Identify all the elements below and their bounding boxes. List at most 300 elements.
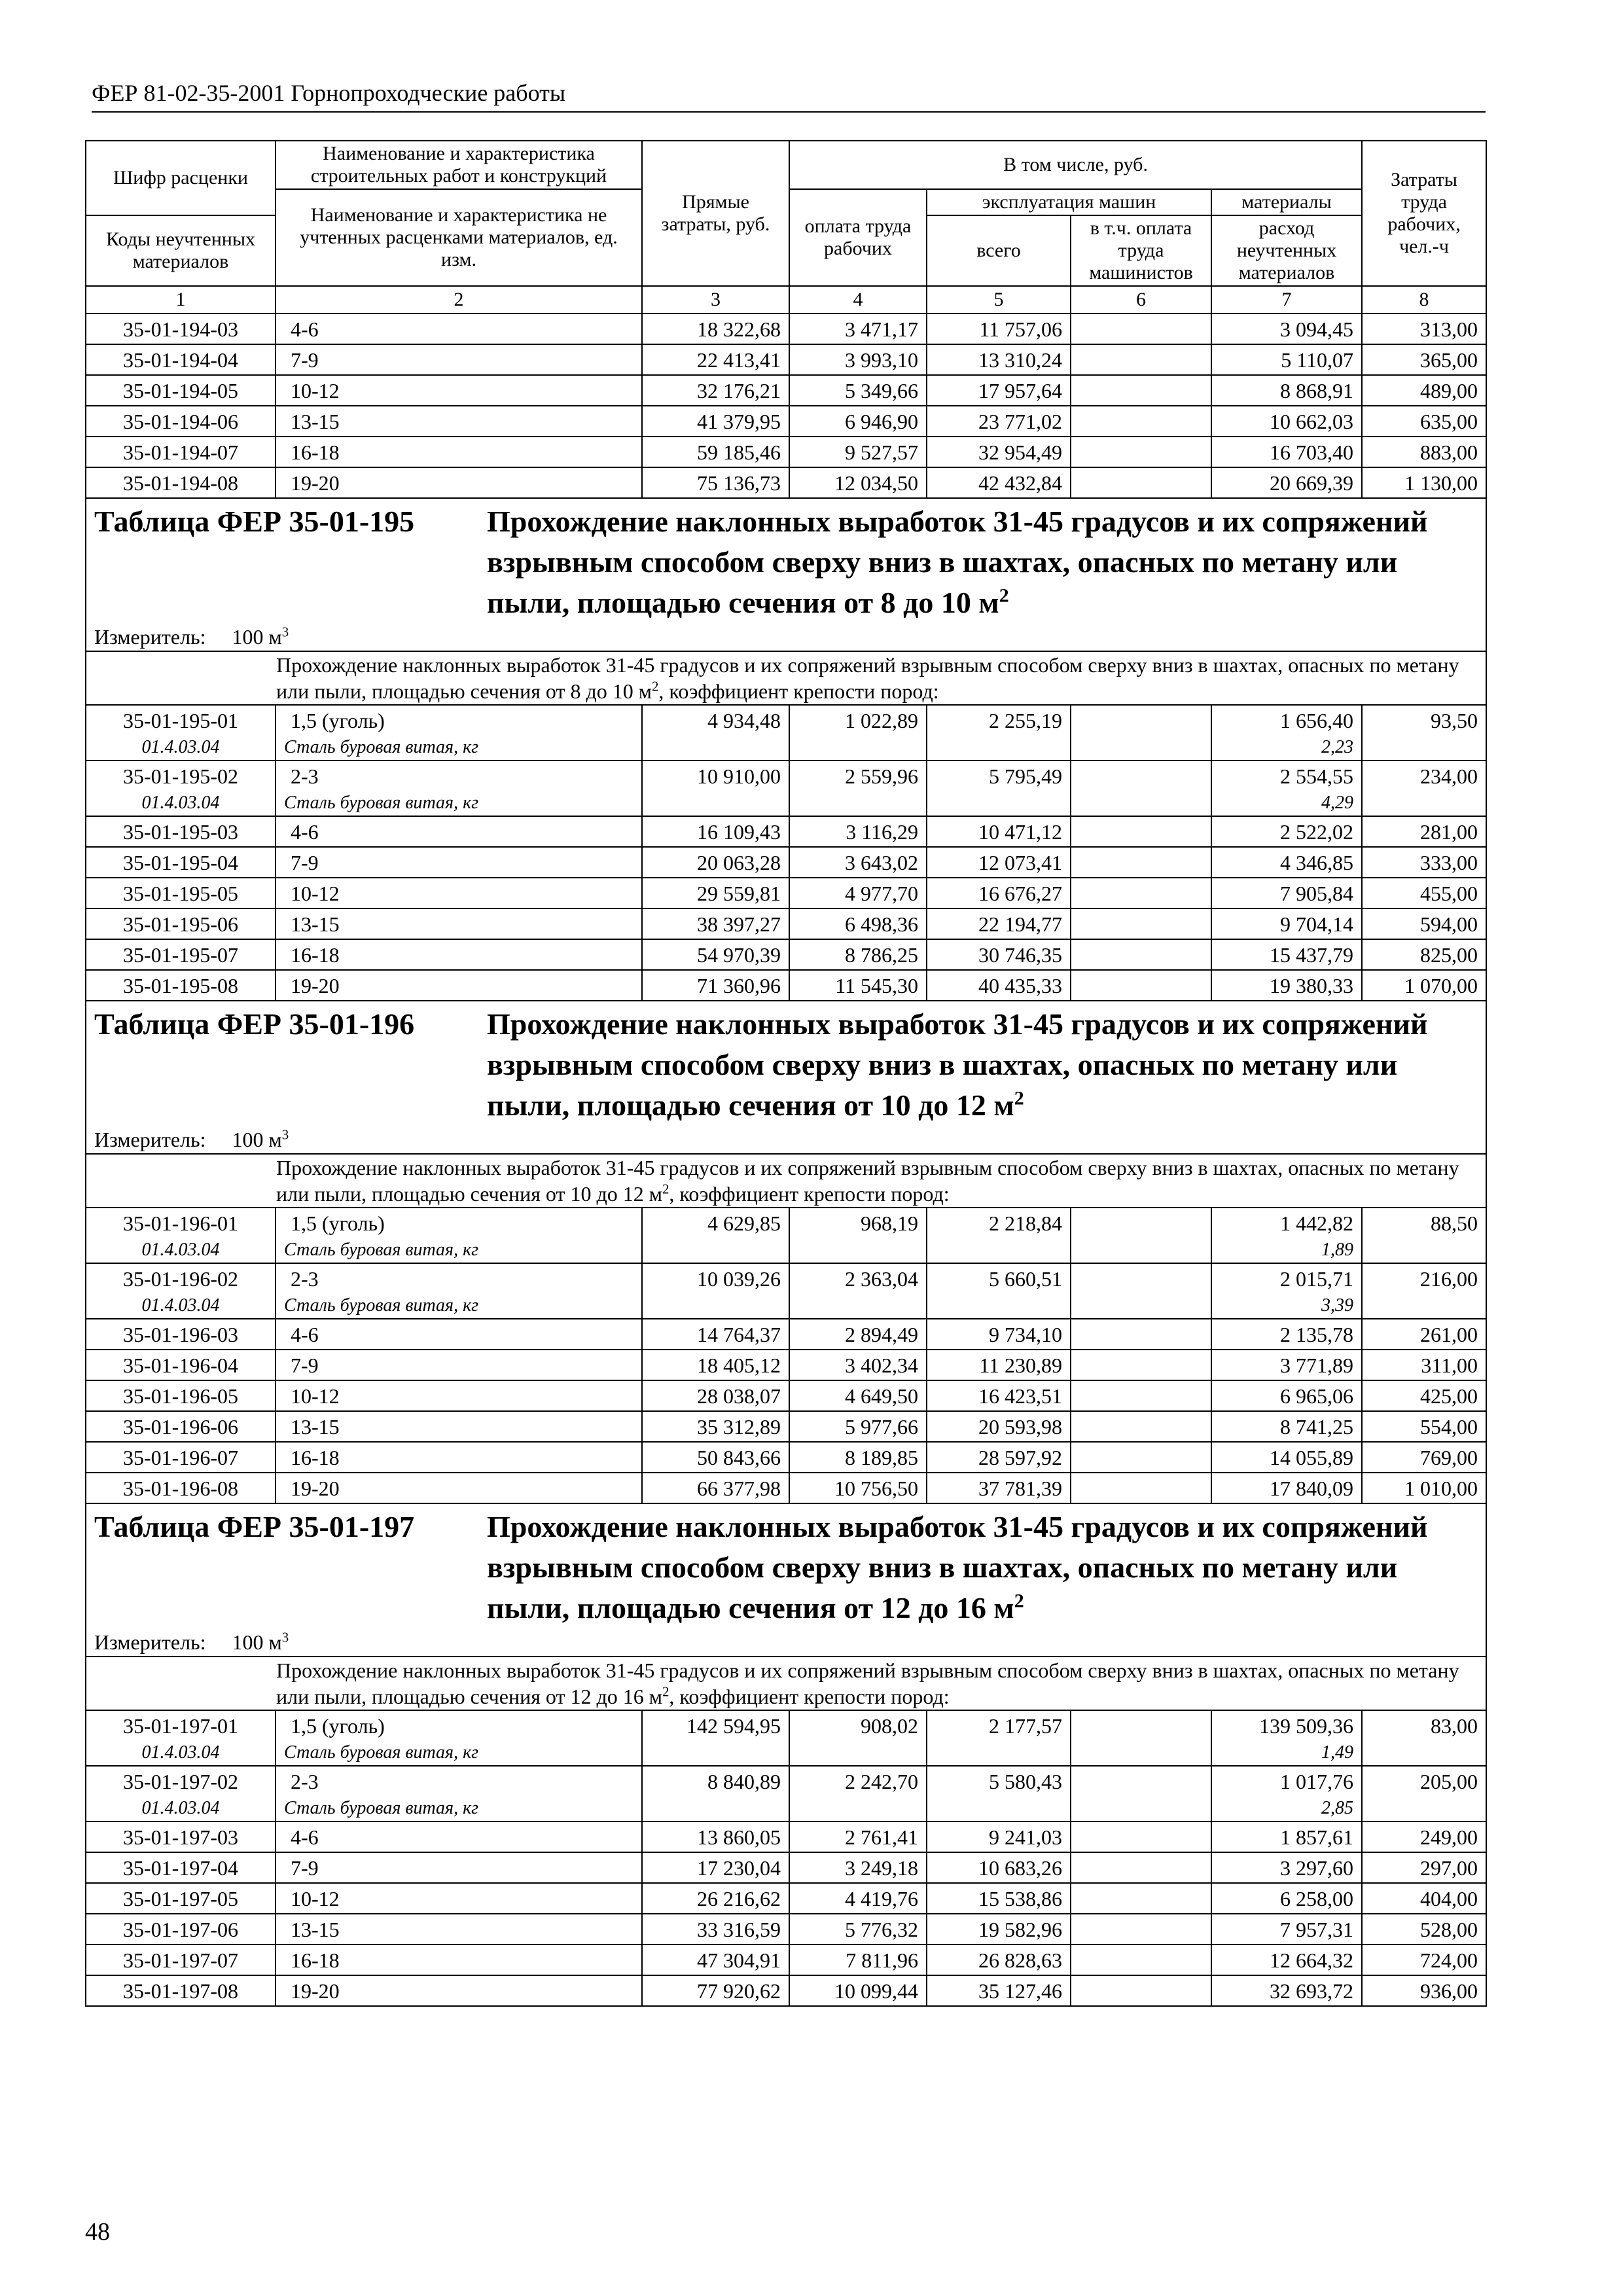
- row-mach-wage: [1071, 1766, 1211, 1796]
- row-labor: 365,00: [1362, 344, 1486, 375]
- table-row: [86, 705, 1486, 735]
- row-labor: 93,50: [1362, 705, 1486, 735]
- row-name: 4-6: [276, 1319, 642, 1350]
- row-code: 35-01-196-03: [86, 1319, 276, 1350]
- row-mach-wage: [1071, 939, 1211, 970]
- meter-value: 100 м: [232, 625, 282, 649]
- empty-cell: [1071, 1740, 1211, 1766]
- empty-cell: [1362, 1238, 1486, 1263]
- row-labor: 936,00: [1362, 1975, 1486, 2006]
- row-name: 10-12: [276, 1380, 642, 1411]
- table-row: [86, 1945, 1486, 1975]
- row-direct: 41 379,95: [642, 406, 789, 437]
- row-materials: 14 055,89: [1211, 1442, 1362, 1473]
- row-materials: 19 380,33: [1211, 970, 1362, 1001]
- material-code: 01.4.03.04: [86, 1293, 276, 1319]
- row-machines: 22 194,77: [927, 908, 1071, 939]
- row-labor: 313,00: [1362, 314, 1486, 344]
- table-row: [86, 1710, 1486, 1740]
- row-mach-wage: [1071, 1473, 1211, 1503]
- page-number: 48: [85, 2218, 110, 2246]
- row-materials: 8 868,91: [1211, 375, 1362, 406]
- description-cell: [86, 1657, 1486, 1710]
- row-wage: 6 498,36: [789, 908, 927, 939]
- table-code: Таблица ФЕР 35-01-197: [94, 1510, 415, 1543]
- table-row: [86, 314, 1486, 344]
- row-wage: 3 116,29: [789, 816, 927, 847]
- row-wage: 5 776,32: [789, 1914, 927, 1945]
- column-number: 8: [1362, 286, 1486, 314]
- table-row: [86, 375, 1486, 406]
- row-labor: 883,00: [1362, 437, 1486, 467]
- hdr-code: Шифр расценки: [86, 141, 276, 215]
- row-mach-wage: [1071, 970, 1211, 1001]
- description-tail: , коэффициент крепости пород:: [669, 1182, 950, 1206]
- table-row: [86, 1852, 1486, 1883]
- empty-cell: [789, 1740, 927, 1766]
- material-code: 01.4.03.04: [86, 1796, 276, 1821]
- row-materials: 7 957,31: [1211, 1914, 1362, 1945]
- row-labor: 83,00: [1362, 1710, 1486, 1740]
- row-code: 35-01-194-05: [86, 375, 276, 406]
- row-wage: 3 402,34: [789, 1350, 927, 1380]
- row-name: 19-20: [276, 467, 642, 498]
- table-row: [86, 1766, 1486, 1796]
- row-materials: 20 669,39: [1211, 467, 1362, 498]
- row-mach-wage: [1071, 1852, 1211, 1883]
- empty-cell: [642, 1796, 789, 1821]
- row-labor: 489,00: [1362, 375, 1486, 406]
- meter-sup: 3: [281, 624, 289, 640]
- row-wage: 5 977,66: [789, 1411, 927, 1442]
- meter-row: [86, 623, 1486, 651]
- column-numbers-row: [86, 286, 1486, 314]
- empty-cell: [1071, 735, 1211, 761]
- empty-cell: [1071, 791, 1211, 816]
- row-direct: 59 185,46: [642, 437, 789, 467]
- row-machines: 30 746,35: [927, 939, 1071, 970]
- row-name: 1,5 (уголь): [276, 1208, 642, 1238]
- row-name: 2-3: [276, 1766, 642, 1796]
- row-machines: 2 177,57: [927, 1710, 1071, 1740]
- row-machines: 16 676,27: [927, 878, 1071, 908]
- material-row: [86, 791, 1486, 816]
- row-labor: 281,00: [1362, 816, 1486, 847]
- row-labor: 249,00: [1362, 1821, 1486, 1852]
- table-title-main: Прохождение наклонных выработок 31-45 градусов и их сопряжений взрывным способом сверху вниз в шахтах, опасных по метану или пыли, площадью сечения от 8 до 10 м: [487, 505, 1428, 619]
- row-code: 35-01-194-07: [86, 437, 276, 467]
- row-wage: 908,02: [789, 1710, 927, 1740]
- hdr-mat-use: расход неучтенных материалов: [1211, 215, 1362, 286]
- row-wage: 8 786,25: [789, 939, 927, 970]
- empty-cell: [642, 1293, 789, 1319]
- row-name: 4-6: [276, 1821, 642, 1852]
- row-direct: 10 039,26: [642, 1263, 789, 1293]
- table-row: [86, 1975, 1486, 2006]
- row-name: 2-3: [276, 761, 642, 791]
- row-code: 35-01-195-01: [86, 705, 276, 735]
- row-mach-wage: [1071, 1263, 1211, 1293]
- material-qty: 2,85: [1211, 1796, 1362, 1821]
- row-mach-wage: [1071, 1208, 1211, 1238]
- description-sup: 2: [662, 1684, 669, 1700]
- row-machines: 5 580,43: [927, 1766, 1071, 1796]
- row-mach-wage: [1071, 878, 1211, 908]
- row-materials: 7 905,84: [1211, 878, 1362, 908]
- row-materials: 1 442,82: [1211, 1208, 1362, 1238]
- row-wage: 5 349,66: [789, 375, 927, 406]
- hdr-mat-codes: Коды неучтенных материалов: [86, 215, 276, 286]
- row-wage: 1 022,89: [789, 705, 927, 735]
- empty-cell: [1362, 1796, 1486, 1821]
- material-qty: 2,23: [1211, 735, 1362, 761]
- row-labor: 88,50: [1362, 1208, 1486, 1238]
- material-name: Сталь буровая витая, кг: [276, 1293, 642, 1319]
- row-code: 35-01-196-08: [86, 1473, 276, 1503]
- empty-cell: [1362, 1740, 1486, 1766]
- row-code: 35-01-194-04: [86, 344, 276, 375]
- row-wage: 2 761,41: [789, 1821, 927, 1852]
- row-name: 19-20: [276, 1975, 642, 2006]
- row-wage: 3 471,17: [789, 314, 927, 344]
- row-direct: 29 559,81: [642, 878, 789, 908]
- row-mach-wage: [1071, 467, 1211, 498]
- row-materials: 12 664,32: [1211, 1945, 1362, 1975]
- row-direct: 142 594,95: [642, 1710, 789, 1740]
- row-name: 7-9: [276, 1350, 642, 1380]
- row-name: 7-9: [276, 847, 642, 878]
- description-tail: , коэффициент крепости пород:: [669, 1685, 950, 1708]
- row-machines: 26 828,63: [927, 1945, 1071, 1975]
- row-mach-wage: [1071, 705, 1211, 735]
- row-materials: 32 693,72: [1211, 1975, 1362, 2006]
- row-code: 35-01-196-02: [86, 1263, 276, 1293]
- row-direct: 33 316,59: [642, 1914, 789, 1945]
- description-text: Прохождение наклонных выработок 31-45 градусов и их сопряжений взрывным способом сверху вниз в шахтах, опасных по метану или пыли, площадью сечения от 12 до 16 м: [276, 1659, 1459, 1708]
- row-name: 7-9: [276, 1852, 642, 1883]
- row-code: 35-01-195-05: [86, 878, 276, 908]
- table-title: [94, 1001, 1478, 1126]
- empty-cell: [642, 791, 789, 816]
- meter-label: Измеритель:: [94, 625, 206, 649]
- row-direct: 75 136,73: [642, 467, 789, 498]
- row-name: 4-6: [276, 816, 642, 847]
- row-wage: 10 099,44: [789, 1975, 927, 2006]
- row-name: 1,5 (уголь): [276, 705, 642, 735]
- table-row: [86, 761, 1486, 791]
- table-row: [86, 847, 1486, 878]
- row-code: 35-01-196-06: [86, 1411, 276, 1442]
- row-machines: 5 795,49: [927, 761, 1071, 791]
- row-wage: 2 242,70: [789, 1766, 927, 1796]
- meter-label: Измеритель:: [94, 1630, 206, 1654]
- row-wage: 4 977,70: [789, 878, 927, 908]
- header-row-1: [86, 141, 1486, 189]
- meter-sup: 3: [281, 1127, 289, 1143]
- row-labor: 425,00: [1362, 1380, 1486, 1411]
- table-row: [86, 406, 1486, 437]
- row-wage: 12 034,50: [789, 467, 927, 498]
- table-row: [86, 1319, 1486, 1350]
- row-mach-wage: [1071, 1442, 1211, 1473]
- row-direct: 28 038,07: [642, 1380, 789, 1411]
- table-row: [86, 908, 1486, 939]
- column-number: 2: [276, 286, 642, 314]
- row-direct: 8 840,89: [642, 1766, 789, 1796]
- row-mach-wage: [1071, 1350, 1211, 1380]
- empty-cell: [1362, 735, 1486, 761]
- row-labor: 234,00: [1362, 761, 1486, 791]
- row-wage: 2 559,96: [789, 761, 927, 791]
- row-name: 2-3: [276, 1263, 642, 1293]
- column-number: 1: [86, 286, 276, 314]
- row-labor: 216,00: [1362, 1263, 1486, 1293]
- row-machines: 20 593,98: [927, 1411, 1071, 1442]
- row-materials: 2 554,55: [1211, 761, 1362, 791]
- row-labor: 554,00: [1362, 1411, 1486, 1442]
- row-mach-wage: [1071, 816, 1211, 847]
- rates-table: [85, 140, 1487, 2007]
- row-wage: 3 993,10: [789, 344, 927, 375]
- row-machines: 37 781,39: [927, 1473, 1071, 1503]
- row-code: 35-01-194-03: [86, 314, 276, 344]
- table-title-text: [487, 1507, 1478, 1628]
- column-number: 3: [642, 286, 789, 314]
- row-machines: 17 957,64: [927, 375, 1071, 406]
- row-name: 1,5 (уголь): [276, 1710, 642, 1740]
- table-row: [86, 1442, 1486, 1473]
- table-title-cell: [86, 1001, 1486, 1126]
- row-direct: 54 970,39: [642, 939, 789, 970]
- material-row: [86, 1238, 1486, 1263]
- row-code: 35-01-197-01: [86, 1710, 276, 1740]
- row-labor: 769,00: [1362, 1442, 1486, 1473]
- column-number: 4: [789, 286, 927, 314]
- row-code: 35-01-195-08: [86, 970, 276, 1001]
- row-machines: 35 127,46: [927, 1975, 1071, 2006]
- empty-cell: [927, 1293, 1071, 1319]
- hdr-direct: Прямые затраты, руб.: [642, 141, 789, 286]
- empty-cell: [789, 791, 927, 816]
- table-title-row: [86, 1503, 1486, 1628]
- row-machines: 16 423,51: [927, 1380, 1071, 1411]
- row-wage: 3 643,02: [789, 847, 927, 878]
- row-code: 35-01-194-06: [86, 406, 276, 437]
- hdr-name-top: Наименование и характеристика строительных работ и конструкций: [276, 141, 642, 189]
- row-direct: 71 360,96: [642, 970, 789, 1001]
- row-wage: 4 419,76: [789, 1883, 927, 1914]
- material-name: Сталь буровая витая, кг: [276, 735, 642, 761]
- row-machines: 12 073,41: [927, 847, 1071, 878]
- table-title-text: [487, 501, 1478, 623]
- material-code: 01.4.03.04: [86, 791, 276, 816]
- meter-row: [86, 1628, 1486, 1657]
- row-direct: 17 230,04: [642, 1852, 789, 1883]
- row-mach-wage: [1071, 761, 1211, 791]
- material-name: Сталь буровая витая, кг: [276, 1796, 642, 1821]
- empty-cell: [789, 1238, 927, 1263]
- hdr-incl: В том числе, руб.: [789, 141, 1362, 189]
- row-wage: 2 363,04: [789, 1263, 927, 1293]
- row-materials: 6 258,00: [1211, 1883, 1362, 1914]
- empty-cell: [927, 791, 1071, 816]
- row-labor: 594,00: [1362, 908, 1486, 939]
- description-cell: [86, 1154, 1486, 1208]
- empty-cell: [927, 735, 1071, 761]
- description-row: [86, 1154, 1486, 1208]
- row-machines: 11 230,89: [927, 1350, 1071, 1380]
- table-row: [86, 1473, 1486, 1503]
- table-row: [86, 970, 1486, 1001]
- table-row: [86, 878, 1486, 908]
- running-header: ФЕР 81-02-35-2001 Горнопроходческие работы: [92, 79, 1486, 113]
- description-row: [86, 651, 1486, 705]
- row-mach-wage: [1071, 406, 1211, 437]
- table-title-text: [487, 1004, 1478, 1126]
- material-name: Сталь буровая витая, кг: [276, 791, 642, 816]
- material-qty: 1,89: [1211, 1238, 1362, 1263]
- row-direct: 22 413,41: [642, 344, 789, 375]
- hdr-total: всего: [927, 215, 1071, 286]
- row-direct: 35 312,89: [642, 1411, 789, 1442]
- material-row: [86, 735, 1486, 761]
- row-direct: 26 216,62: [642, 1883, 789, 1914]
- row-code: 35-01-195-07: [86, 939, 276, 970]
- row-direct: 4 934,48: [642, 705, 789, 735]
- row-mach-wage: [1071, 847, 1211, 878]
- row-materials: 2 522,02: [1211, 816, 1362, 847]
- row-materials: 16 703,40: [1211, 437, 1362, 467]
- row-labor: 825,00: [1362, 939, 1486, 970]
- row-labor: 1 010,00: [1362, 1473, 1486, 1503]
- row-materials: 3 771,89: [1211, 1350, 1362, 1380]
- meter-cell: [86, 1126, 1486, 1154]
- description-sup: 2: [662, 1181, 669, 1197]
- row-code: 35-01-197-06: [86, 1914, 276, 1945]
- material-qty: 1,49: [1211, 1740, 1362, 1766]
- material-code: 01.4.03.04: [86, 1238, 276, 1263]
- row-machines: 5 660,51: [927, 1263, 1071, 1293]
- column-number: 6: [1071, 286, 1211, 314]
- material-qty: 3,39: [1211, 1293, 1362, 1319]
- row-mach-wage: [1071, 437, 1211, 467]
- row-labor: 205,00: [1362, 1766, 1486, 1796]
- hdr-materials: материалы: [1211, 189, 1362, 215]
- row-materials: 10 662,03: [1211, 406, 1362, 437]
- meter-sup: 3: [281, 1630, 289, 1645]
- row-name: 13-15: [276, 908, 642, 939]
- row-code: 35-01-197-08: [86, 1975, 276, 2006]
- row-code: 35-01-195-06: [86, 908, 276, 939]
- row-direct: 18 322,68: [642, 314, 789, 344]
- row-code: 35-01-195-02: [86, 761, 276, 791]
- row-direct: 14 764,37: [642, 1319, 789, 1350]
- row-machines: 10 471,12: [927, 816, 1071, 847]
- row-wage: 8 189,85: [789, 1442, 927, 1473]
- row-code: 35-01-197-02: [86, 1766, 276, 1796]
- row-materials: 139 509,36: [1211, 1710, 1362, 1740]
- table-row: [86, 939, 1486, 970]
- table-row: [86, 1411, 1486, 1442]
- row-name: 16-18: [276, 437, 642, 467]
- table-title-sup: 2: [1014, 1590, 1024, 1612]
- empty-cell: [642, 1238, 789, 1263]
- row-code: 35-01-196-05: [86, 1380, 276, 1411]
- row-labor: 528,00: [1362, 1914, 1486, 1945]
- table-row: [86, 437, 1486, 467]
- material-code: 01.4.03.04: [86, 1740, 276, 1766]
- description-row: [86, 1657, 1486, 1710]
- row-code: 35-01-197-04: [86, 1852, 276, 1883]
- row-materials: 5 110,07: [1211, 344, 1362, 375]
- row-name: 10-12: [276, 878, 642, 908]
- meter-value: 100 м: [232, 1128, 282, 1151]
- row-labor: 311,00: [1362, 1350, 1486, 1380]
- row-machines: 15 538,86: [927, 1883, 1071, 1914]
- row-wage: 3 249,18: [789, 1852, 927, 1883]
- row-direct: 10 910,00: [642, 761, 789, 791]
- row-materials: 9 704,14: [1211, 908, 1362, 939]
- table-title-main: Прохождение наклонных выработок 31-45 градусов и их сопряжений взрывным способом сверху вниз в шахтах, опасных по метану или пыли, площадью сечения от 12 до 16 м: [487, 1510, 1428, 1624]
- material-code: 01.4.03.04: [86, 735, 276, 761]
- empty-cell: [642, 735, 789, 761]
- hdr-name-bottom: Наименование и характеристика не учтенных расценками материалов, ед. изм.: [276, 189, 642, 286]
- row-mach-wage: [1071, 344, 1211, 375]
- row-direct: 20 063,28: [642, 847, 789, 878]
- row-name: 16-18: [276, 1442, 642, 1473]
- row-name: 16-18: [276, 939, 642, 970]
- empty-cell: [789, 735, 927, 761]
- row-code: 35-01-197-03: [86, 1821, 276, 1852]
- table-title: [94, 1504, 1478, 1628]
- meter-cell: [86, 623, 1486, 651]
- material-row: [86, 1796, 1486, 1821]
- row-direct: 50 843,66: [642, 1442, 789, 1473]
- row-materials: 17 840,09: [1211, 1473, 1362, 1503]
- table-code: Таблица ФЕР 35-01-196: [94, 1007, 415, 1041]
- table-row: [86, 1821, 1486, 1852]
- row-mach-wage: [1071, 1883, 1211, 1914]
- row-machines: 19 582,96: [927, 1914, 1071, 1945]
- material-qty: 4,29: [1211, 791, 1362, 816]
- row-labor: 261,00: [1362, 1319, 1486, 1350]
- row-code: 35-01-196-07: [86, 1442, 276, 1473]
- row-mach-wage: [1071, 1411, 1211, 1442]
- row-name: 13-15: [276, 406, 642, 437]
- row-machines: 2 255,19: [927, 705, 1071, 735]
- hdr-mach-wage: в т.ч. оплата труда машинистов: [1071, 215, 1211, 286]
- row-materials: 1 857,61: [1211, 1821, 1362, 1852]
- row-materials: 3 094,45: [1211, 314, 1362, 344]
- row-name: 4-6: [276, 314, 642, 344]
- row-materials: 1 017,76: [1211, 1766, 1362, 1796]
- description-sup: 2: [652, 679, 659, 694]
- row-direct: 16 109,43: [642, 816, 789, 847]
- row-labor: 455,00: [1362, 878, 1486, 908]
- empty-cell: [1071, 1796, 1211, 1821]
- row-name: 16-18: [276, 1945, 642, 1975]
- empty-cell: [1362, 791, 1486, 816]
- table-code: Таблица ФЕР 35-01-195: [94, 505, 415, 538]
- row-machines: 2 218,84: [927, 1208, 1071, 1238]
- row-machines: 10 683,26: [927, 1852, 1071, 1883]
- description-text: Прохождение наклонных выработок 31-45 градусов и их сопряжений взрывным способом сверху вниз в шахтах, опасных по метану или пыли, площадью сечения от 10 до 12 м: [276, 1156, 1459, 1206]
- row-wage: 968,19: [789, 1208, 927, 1238]
- row-mach-wage: [1071, 314, 1211, 344]
- column-number: 5: [927, 286, 1071, 314]
- meter-cell: [86, 1628, 1486, 1657]
- row-machines: 23 771,02: [927, 406, 1071, 437]
